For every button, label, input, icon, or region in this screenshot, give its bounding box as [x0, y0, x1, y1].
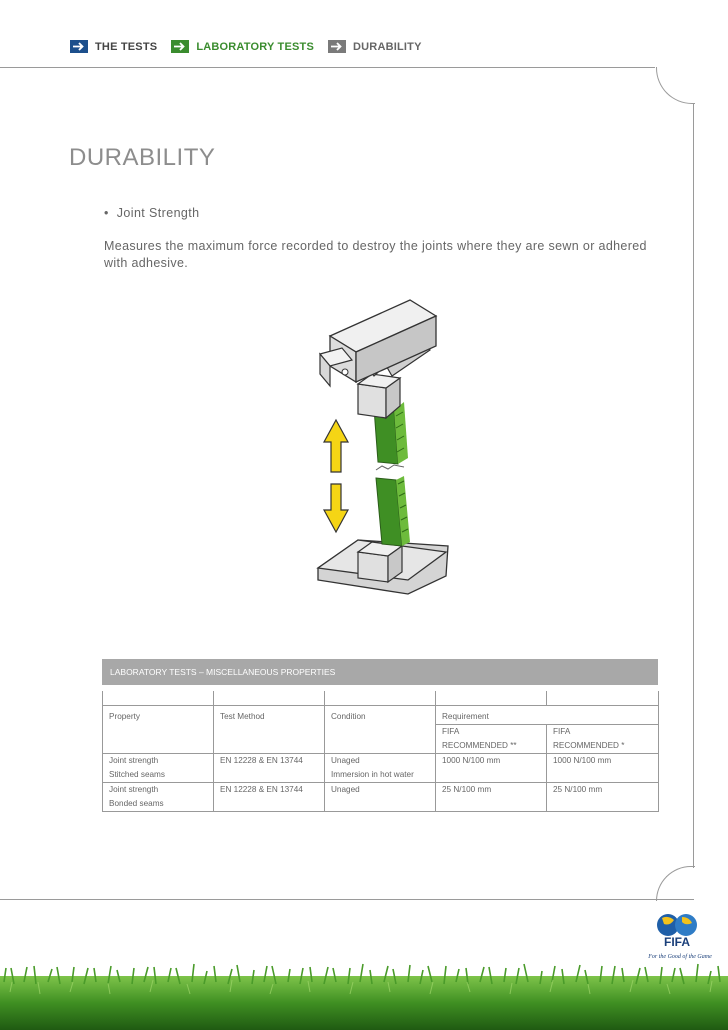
cell-method: EN 12228 & EN 13744 [214, 783, 325, 812]
cell-property: Stitched seams [103, 768, 214, 783]
arrow-right-icon [171, 40, 189, 53]
cell-property: Bonded seams [103, 797, 214, 812]
frame-corner-bottom [656, 866, 695, 901]
properties-table [102, 691, 659, 812]
header-fifa-b: FIFA [547, 725, 659, 740]
cell-property: Joint strength [103, 754, 214, 769]
description: Measures the maximum force recorded to destroy the joints where they are sewn or adhered with adhesive. [104, 239, 647, 270]
frame-line-top [0, 67, 655, 68]
header-condition: Condition [325, 706, 436, 754]
header-recommended-2: RECOMMENDED ** [436, 739, 547, 754]
frame-corner-top [656, 67, 695, 104]
cell-rec2: 25 N/100 mm [436, 783, 547, 812]
fifa-logo [640, 912, 718, 962]
table-row [103, 754, 659, 769]
frame-line-right [693, 103, 694, 868]
bullet-dot-icon: • [104, 206, 109, 220]
cell-condition: Immersion in hot water [325, 768, 436, 783]
page-title: DURABILITY [69, 144, 216, 171]
cell-rec1: 1000 N/100 mm [547, 754, 659, 783]
cell-method: EN 12228 & EN 13744 [214, 754, 325, 783]
breadcrumb [70, 40, 436, 53]
frame-line-bottom [0, 899, 694, 900]
cell-rec2: 1000 N/100 mm [436, 754, 547, 783]
breadcrumb-item-durability: DURABILITY [353, 40, 422, 53]
header-recommended-1: RECOMMENDED * [547, 739, 659, 754]
table-spacer-row [103, 691, 659, 706]
cell-condition: Unaged [325, 783, 436, 812]
table-caption: LABORATORY TESTS – MISCELLANEOUS PROPERTIES [102, 659, 658, 685]
header-property: Property [103, 706, 214, 754]
table-header-row [103, 706, 659, 725]
breadcrumb-item-laboratory-tests[interactable]: LABORATORY TESTS [196, 40, 315, 53]
bullet-label: Joint Strength [116, 206, 200, 220]
joint-strength-tester-illustration [300, 290, 460, 610]
header-fifa-a: FIFA [436, 725, 547, 740]
table-row [103, 783, 659, 798]
arrow-right-icon [328, 40, 346, 53]
arrow-right-icon [70, 40, 88, 53]
cell-property: Joint strength [103, 783, 214, 798]
header-requirement: Requirement [436, 706, 659, 725]
grass-footer-image [0, 962, 728, 1030]
cell-rec1: 25 N/100 mm [547, 783, 659, 812]
cell-condition: Unaged [325, 754, 436, 769]
fifa-slogan: For the Good of the Game [648, 954, 712, 960]
bullet-item [104, 206, 200, 220]
breadcrumb-item-the-tests[interactable]: THE TESTS [95, 40, 158, 53]
fifa-logo-text: FIFA [664, 935, 690, 949]
header-test-method: Test Method [214, 706, 325, 754]
